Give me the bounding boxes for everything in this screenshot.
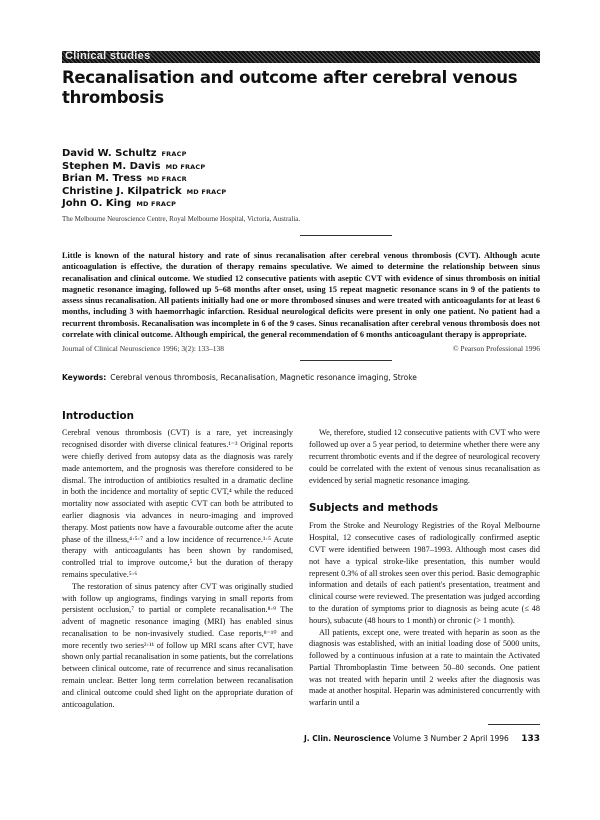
author-name: Stephen M. Davis	[62, 160, 161, 172]
journal-reference: Journal of Clinical Neuroscience 1996; 3(2): 133–138	[62, 344, 225, 354]
footer-issue: Volume 3 Number 2 April 1996	[393, 734, 509, 744]
body-columns	[62, 410, 540, 710]
page-number: 133	[521, 734, 540, 745]
paragraph: The restoration of sinus patency after CVT was originally studied with follow up angiograms, findings varying in small reports from persistent occlusion,⁷ to partial or complete recanalisation.⁸·⁹ The advent of magnetic resonance imaging (MRI) has enabled sinus recanalisation to be non-invasively studied. Case reports,⁸⁻¹⁰ and more recently two series²·¹¹ of follow up MRI scans after CVT, have shown only partial recanalisation in some patients, but the correlations between clinical outcome, rate of recurrence and sinus recanalisation remain unclear. Better long term correlation between recanalisation and clinical outcome could shed light on the appropriate duration of anticoagulation.	[62, 581, 294, 709]
introduction-heading: Introduction	[62, 410, 134, 423]
author	[62, 148, 540, 161]
methods-heading: Subjects and methods	[309, 502, 439, 515]
copyright: © Pearson Professional 1996	[452, 344, 540, 354]
author-name: David W. Schultz	[62, 148, 157, 159]
paragraph: From the Stroke and Neurology Registries of the Royal Melbourne Hospital, 12 consecutive cases of radiologically confirmed aseptic CVT were identified between 1987–1993. Although most cases did not have a typical stroke-like presentation, this number would represent 0.3% of all strokes seen over this period. Basic demographic information and details of each patient's presentation, treatment and clinical course were reviewed. The presentation was judged according to the duration of symptoms prior to diagnosis as being acute (≤ 48 hours), subacute (48 hours to 1 month) or chronic (> 1 month).	[309, 521, 540, 625]
divider	[300, 235, 392, 236]
author-name: Brian M. Tress	[62, 173, 142, 185]
divider	[300, 360, 392, 361]
paragraph: All patients, except one, were treated with heparin as soon as the diagnosis was established, with an initial loading dose of 5000 units, followed by a continuous infusion at a rate to maintain the Activated Partial Thromboplastin Time between 50–80 seconds. One patient was not treated with heparin until 2 weeks after the diagnosis was made at another hospital. Heparin was administered concurrently with warfarin until a	[309, 627, 540, 708]
section-banner	[62, 51, 540, 63]
keywords	[62, 373, 540, 383]
author-name: Christine J. Kilpatrick	[62, 185, 182, 197]
reference-row	[62, 344, 540, 354]
author-list	[62, 148, 540, 211]
left-column	[62, 410, 293, 710]
author-name: John O. King	[62, 198, 132, 210]
abstract: Little is known of the natural history and rate of sinus recanalisation after cerebral venous thrombosis (CVT). Although acute anticoagulation is effective, the duration of therapy remains speculative. We aimed to determine the relationship between sinus recanalisation and clinical outcome. We studied 12 consecutive patients with aseptic CVT with evidence of sinus thrombosis on initial magnetic resonance imaging, followed up 5–68 months after onset, using 15 repeat magnetic resonance scans in 9 of the patients to assess sinus recanalisation. All patients initially had one or more thrombosed sinuses and were treated with anticoagulants for at least 6 months, including 3 with haemorrhagic infarction. Residual neurological deficits were present in only one patient. No patient had a recurrent thrombosis. Recanalisation was incomplete in 6 of the 9 cases. Sinus recanalisation after cerebral venous thrombosis does not correlate with clinical outcome. Although empirical, the general recommendation of 6 months anticoagulant therapy is appropriate.	[62, 250, 540, 340]
author-degrees: MD FRACR	[146, 175, 187, 184]
author-degrees: MD FRACP	[186, 187, 227, 196]
section-banner-label: Clinical studies	[65, 50, 151, 62]
keywords-text: Cerebral venous thrombosis, Recanalisation, Magnetic resonance imaging, Stroke	[110, 373, 417, 383]
author	[62, 173, 540, 186]
author-degrees: MD FRACP	[136, 200, 177, 209]
author	[62, 161, 540, 174]
footer-journal: J. Clin. Neuroscience	[304, 734, 391, 744]
author	[62, 198, 540, 211]
paragraph: We, therefore, studied 12 consecutive patients with CVT who were followed up over a 5 year period, to determine whether there were any recurrent thrombotic events and if the degree of neurological recovery could be correlated with the extent of venous sinus recanalisation as evidenced by serial magnetic resonance imaging.	[309, 428, 540, 485]
author-degrees: MD FRACP	[165, 162, 206, 171]
keywords-label: Keywords:	[62, 373, 107, 383]
affiliation: The Melbourne Neuroscience Centre, Royal Melbourne Hospital, Victoria, Australia.	[62, 214, 301, 223]
article-title: Recanalisation and outcome after cerebral venous thrombosis	[62, 68, 518, 107]
divider	[488, 724, 540, 725]
paragraph: Cerebral venous thrombosis (CVT) is a rare, yet increasingly recognised disorder with diverse clinical features.¹⁻³ Original reports were chiefly derived from autopsy data as the diagnosis was rarely made antemortem, and the prognosis was therefore considered to be dismal. The introduction of antibiotics resulted in a dramatic decline in both the incidence and mortality of septic CVT,⁴ while the reduced mortality now associated with aseptic CVT can both be attributed to earlier diagnosis via advances in neuro-imaging and improved therapy. Most patients now have a favourable outcome after the acute phase of the illness,⁴·⁵·⁷ and a low incidence of recurrence.¹·⁵ Acute therapy with anticoagulants has been shown by randomised, controlled trial to improve outcome,⁵ but the duration of therapy remains speculative.⁵·⁶	[62, 428, 293, 579]
author-degrees: FRACP	[161, 150, 187, 158]
author	[62, 186, 540, 199]
page-footer	[62, 733, 540, 745]
right-column	[309, 410, 540, 710]
